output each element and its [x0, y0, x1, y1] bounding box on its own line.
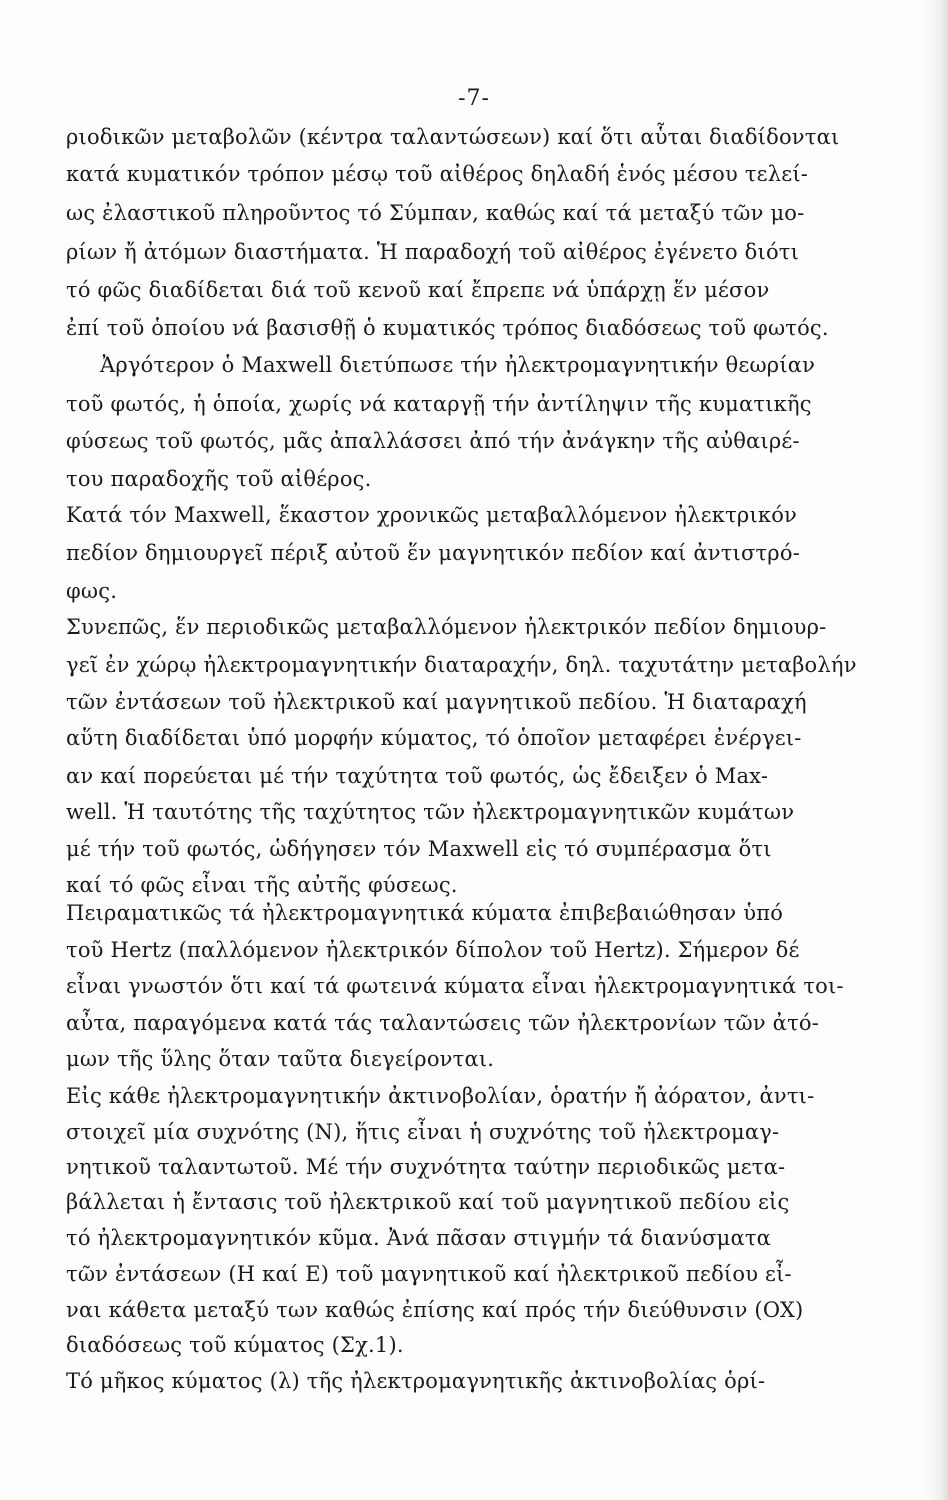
text-line: βάλλεται ἡ ἔντασις τοῦ ἠλεκτρικοῦ καί τοῦ μαγνητικοῦ πεδίου εἰς [66, 1190, 790, 1214]
text-line: well. Ἡ ταυτότης τῆς ταχύτητος τῶν ἠλεκτρομαγνητικῶν κυμάτων [66, 800, 795, 824]
text-line: νητικοῦ ταλαντωτοῦ. Μέ τήν συχνότητα ταύτην περιοδικῶς μετα- [66, 1155, 786, 1179]
text-line: στοιχεῖ μία συχνότης (N), ἥτις εἶναι ἡ συχνότης τοῦ ἠλεκτρομαγ- [66, 1120, 780, 1144]
text-line: ριοδικῶν μεταβολῶν (κέντρα ταλαντώσεων) καί ὅτι αὗται διαδίδονται [66, 125, 840, 149]
text-line: τῶν ἐντάσεων τοῦ ἠλεκτρικοῦ καί μαγνητικοῦ πεδίου. Ἡ διαταραχή [66, 690, 807, 714]
text-line: αὕτη διαδίδεται ὑπό μορφήν κύματος, τό ὁποῖον μεταφέρει ἐνέργει- [66, 726, 802, 750]
text-line: του παραδοχῆς τοῦ αἰθέρος. [66, 467, 372, 491]
text-line: φως. [66, 579, 118, 603]
text-line: διαδόσεως τοῦ κύματος (Σχ.1). [66, 1333, 404, 1357]
text-line: Ἀργότερον ὁ Maxwell διετύπωσε τήν ἠλεκτρομαγνητικήν θεωρίαν [100, 353, 816, 377]
text-line: ἐπί τοῦ ὁποίου νά βασισθῇ ὁ κυματικός τρόπος διαδόσεως τοῦ φωτός. [66, 316, 829, 340]
text-line: τοῦ Hertz (παλλόμενον ἠλεκτρικόν δίπολον τοῦ Hertz). Σήμερον δέ [66, 938, 800, 962]
text-line: Συνεπῶς, ἕν περιοδικῶς μεταβαλλόμενον ἠλεκτρικόν πεδίον δημιουρ- [66, 615, 827, 639]
text-line: μέ τήν τοῦ φωτός, ὡδήγησεν τόν Maxwell εἰς τό συμπέρασμα ὅτι [66, 837, 772, 861]
text-line: ρίων ἤ ἀτόμων διαστήματα. Ἡ παραδοχή τοῦ αἰθέρος ἐγένετο διότι [66, 240, 800, 264]
text-line: πεδίον δημιουργεῖ πέριξ αὐτοῦ ἕν μαγνητικόν πεδίον καί ἀντιστρό- [66, 541, 800, 565]
page-number: -7- [458, 86, 490, 111]
text-line: γεῖ ἐν χώρῳ ἠλεκτρομαγνητικήν διαταραχήν, δηλ. ταχυτάτην μεταβολήν [66, 653, 857, 677]
text-line: φύσεως τοῦ φωτός, μᾶς ἀπαλλάσσει ἀπό τήν ἀνάγκην τῆς αὐθαιρέ- [66, 429, 800, 453]
text-line: ως ἐλαστικοῦ πληροῦντος τό Σύμπαν, καθώς καί τά μεταξύ τῶν μο- [66, 201, 805, 225]
text-line: καί τό φῶς εἶναι τῆς αὐτῆς φύσεως. [66, 873, 458, 897]
text-line: αὖτα, παραγόμενα κατά τάς ταλαντώσεις τῶν ἠλεκτρονίων τῶν ἀτό- [66, 1011, 820, 1035]
text-line: Κατά τόν Maxwell, ἕκαστον χρονικῶς μεταβαλλόμενον ἠλεκτρικόν [66, 503, 798, 527]
text-line: Εἰς κάθε ἠλεκτρομαγνητικήν ἀκτινοβολίαν, ὁρατήν ἤ ἀόρατον, ἀντι- [66, 1084, 815, 1108]
text-line: τό φῶς διαδίδεται διά τοῦ κενοῦ καί ἔπρεπε νά ὑπάρχῃ ἕν μέσον [66, 278, 770, 302]
text-line: εἶναι γνωστόν ὅτι καί τά φωτεινά κύματα εἶναι ἠλεκτρομαγνητικά τοι- [66, 974, 844, 998]
text-line: κατά κυματικόν τρόπον μέσῳ τοῦ αἰθέρος δηλαδή ἑνός μέσου τελεί- [66, 162, 809, 186]
text-line: τοῦ φωτός, ἡ ὁποία, χωρίς νά καταργῇ τήν ἀντίληψιν τῆς κυματικῆς [66, 392, 812, 416]
text-line: τῶν ἐντάσεων (H καί E) τοῦ μαγνητικοῦ καί ἠλεκτρικοῦ πεδίου εἶ- [66, 1262, 792, 1286]
text-line: Πειραματικῶς τά ἠλεκτρομαγνητικά κύματα ἐπιβεβαιώθησαν ὑπό [66, 901, 784, 925]
text-line: Τό μῆκος κύματος (λ) τῆς ἠλεκτρομαγνητικῆς ἀκτινοβολίας ὁρί- [66, 1369, 766, 1393]
text-line: αν καί πορεύεται μέ τήν ταχύτητα τοῦ φωτός, ὡς ἔδειξεν ὁ Max- [66, 764, 769, 788]
text-line: τό ἠλεκτρομαγνητικόν κῦμα. Ἀνά πᾶσαν στιγμήν τά διανύσματα [66, 1226, 772, 1250]
text-line: ναι κάθετα μεταξύ των καθώς ἐπίσης καί πρός τήν διεύθυνσιν (OX) [66, 1298, 804, 1322]
text-line: μων τῆς ὕλης ὅταν ταῦτα διεγείρονται. [66, 1047, 495, 1071]
